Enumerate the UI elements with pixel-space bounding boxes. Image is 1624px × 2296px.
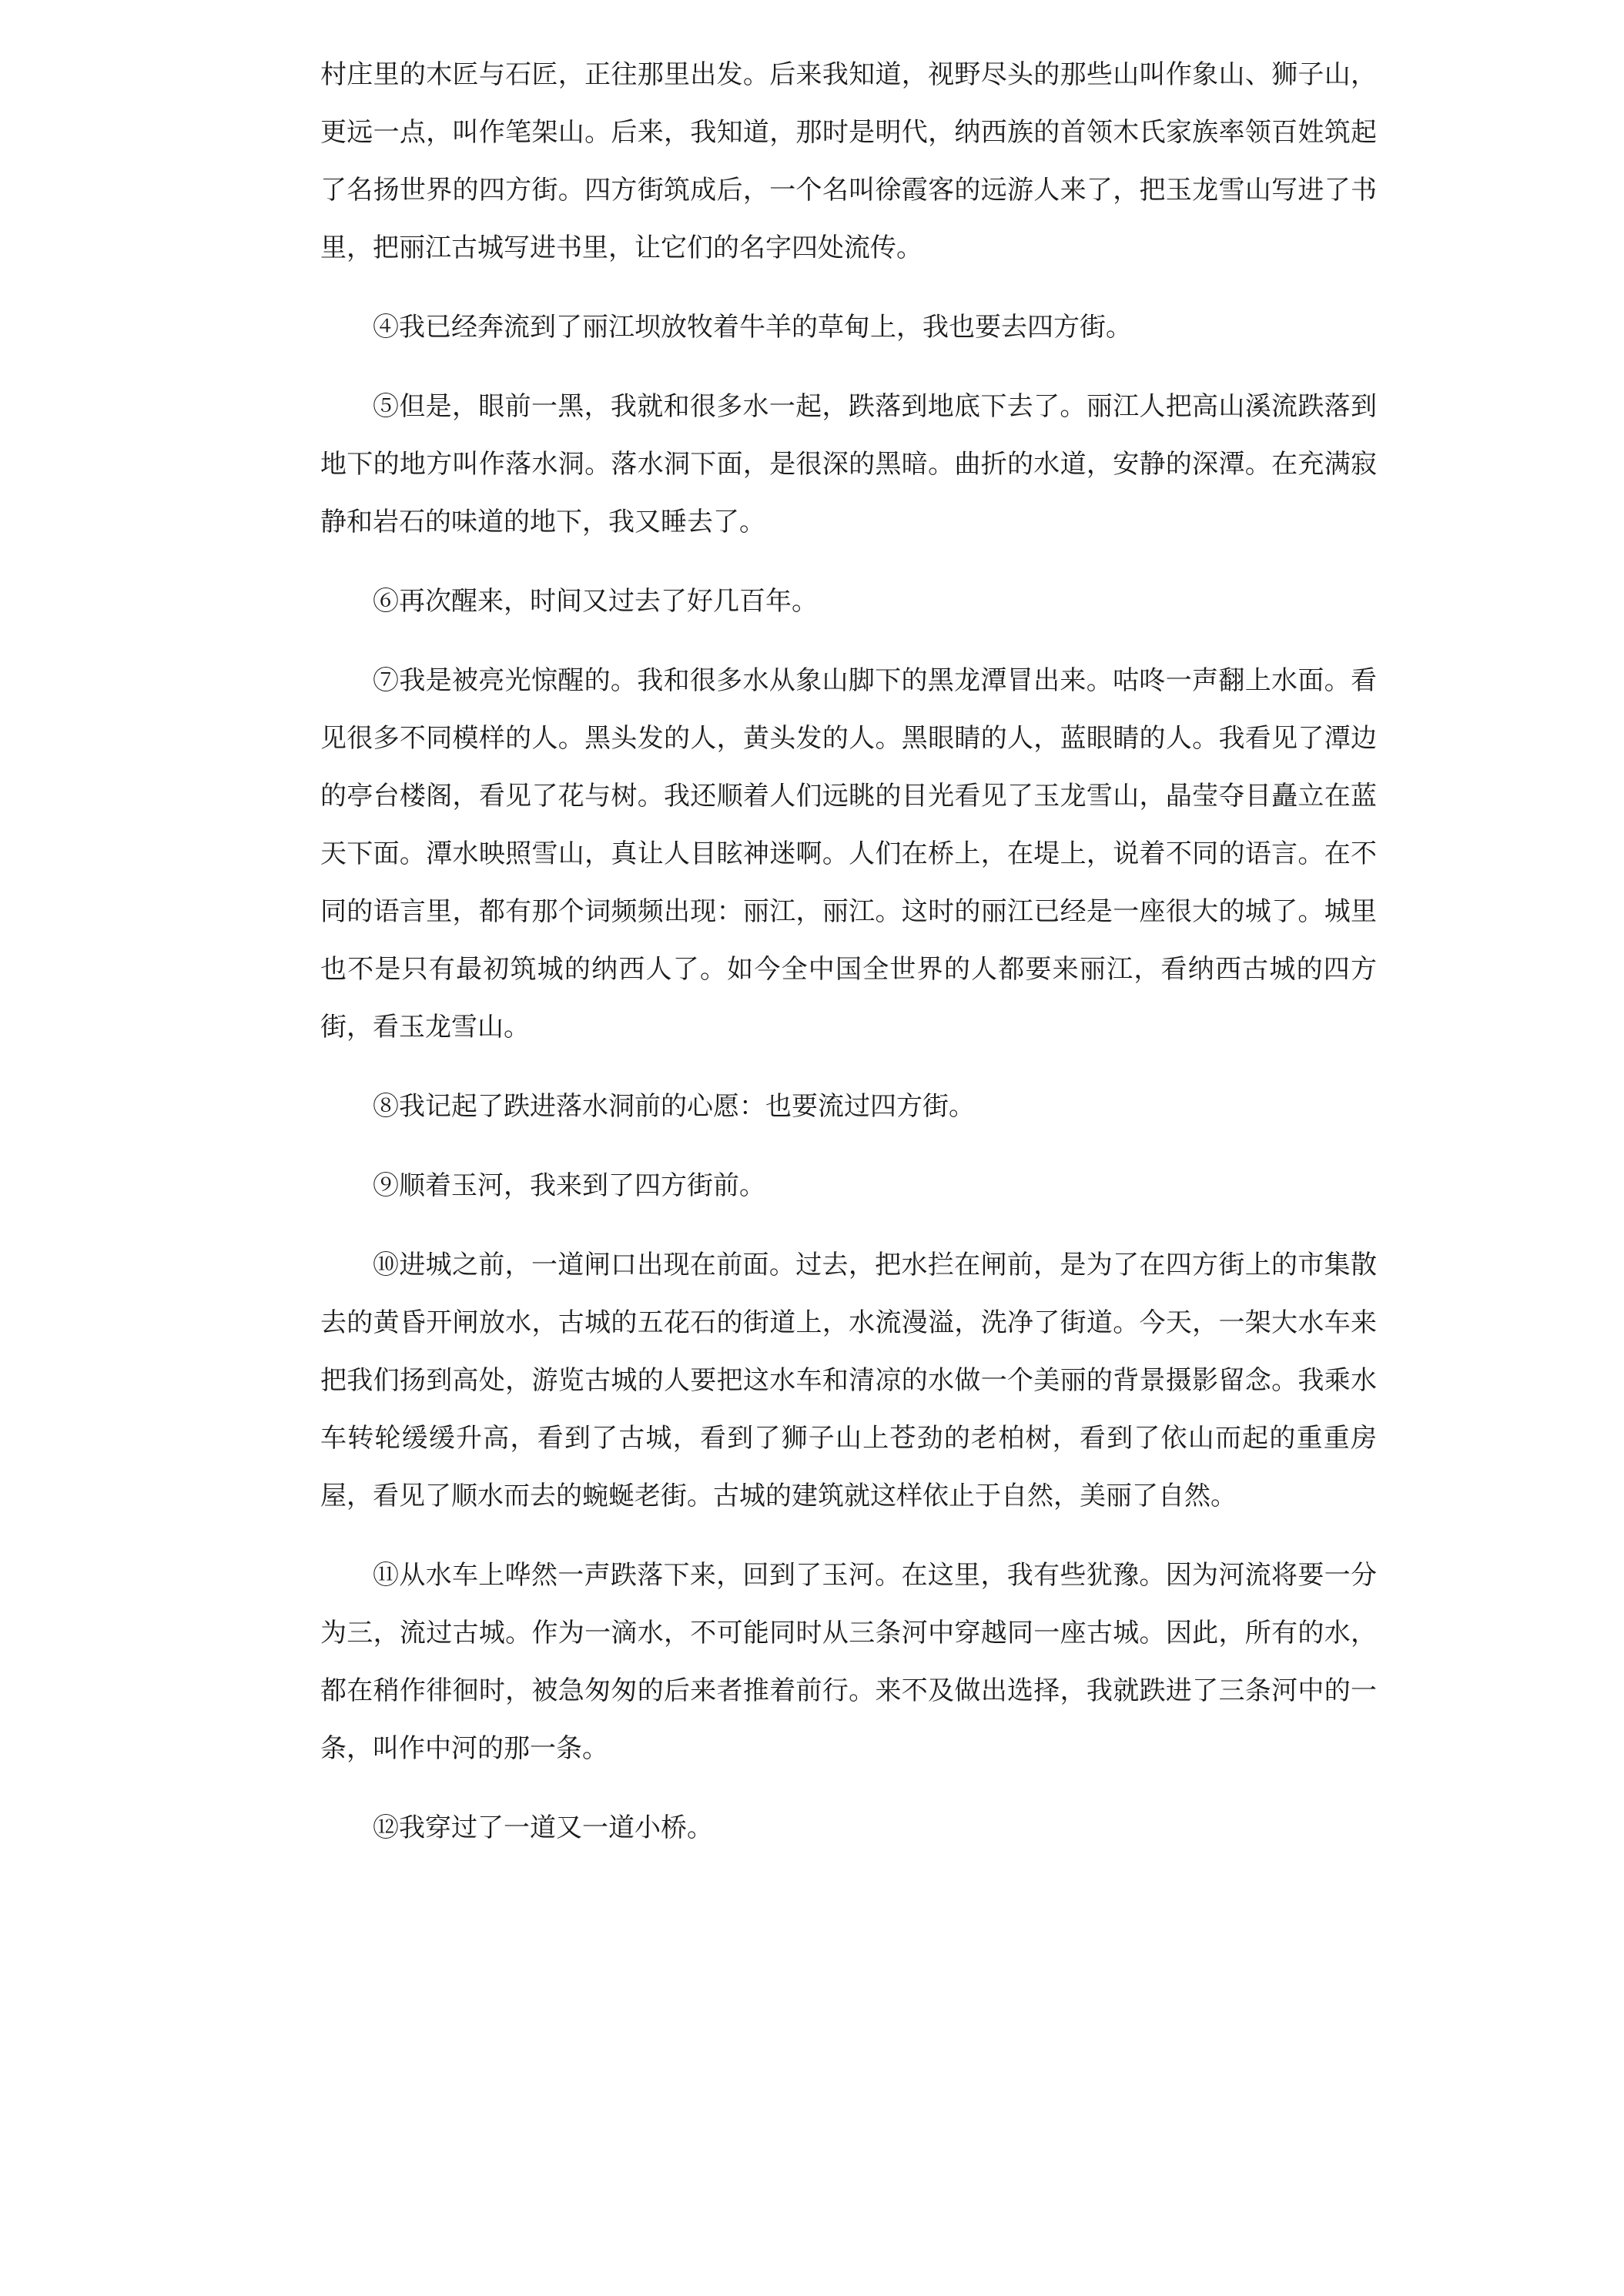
paragraph-6: ⑥再次醒来，时间又过去了好几百年。 xyxy=(373,586,818,617)
paragraph-12: ⑫我穿过了一道又一道小桥。 xyxy=(373,1812,713,1843)
paragraph-11: ⑪从水车上哗然一声跌落下来，回到了玉河。在这里，我有些犹豫。因为河流将要一分为三，流过古城。作为一滴水，不可能同时从三条河中穿越同一座古城。因此，所有的水，都在稍作徘徊时，被急匆匆的后来者推着前行。来不及做出选择，我就跌进了三条河中的一条，叫作中河的那一条。 xyxy=(320,1560,1377,1764)
paragraph-9: ⑨顺着玉河，我来到了四方街前。 xyxy=(373,1170,765,1201)
paragraph-5: ⑤但是，眼前一黑，我就和很多水一起，跌落到地底下去了。丽江人把高山溪流跌落到地下的地方叫作落水洞。落水洞下面，是很深的黑暗。曲折的水道，安静的深潭。在充满寂静和岩石的味道的地下，我又睡去了。 xyxy=(320,391,1377,537)
paragraph-7: ⑦我是被亮光惊醒的。我和很多水从象山脚下的黑龙潭冒出来。咕咚一声翻上水面。看见很多不同模样的人。黑头发的人，黄头发的人。黑眼睛的人，蓝眼睛的人。我看见了潭边的亭台楼阁，看见了花与树。我还顺着人们远眺的目光看见了玉龙雪山，晶莹夺目矗立在蓝天下面。潭水映照雪山，真让人目眩神迷啊。人们在桥上，在堤上，说着不同的语言。在不同的语言里，都有那个词频频出现：丽江，丽江。这时的丽江已经是一座很大的城了。城里也不是只有最初筑城的纳西人了。如今全中国全世界的人都要来丽江，看纳西古城的四方街，看玉龙雪山。 xyxy=(320,665,1377,1043)
article-body xyxy=(320,46,1377,1879)
paragraph-8: ⑧我记起了跌进落水洞前的心愿：也要流过四方街。 xyxy=(373,1091,975,1122)
paragraph-4: ④我已经奔流到了丽江坝放牧着牛羊的草甸上，我也要去四方街。 xyxy=(373,312,1132,343)
paragraph-3-continued: 村庄里的木匠与石匠，正往那里出发。后来我知道，视野尽头的那些山叫作象山、狮子山，更远一点，叫作笔架山。后来，我知道，那时是明代，纳西族的首领木氏家族率领百姓筑起了名扬世界的四方街。四方街筑成后，一个名叫徐霞客的远游人来了，把玉龙雪山写进了书里，把丽江古城写进书里，让它们的名字四处流传。 xyxy=(320,59,1377,263)
paragraph-10: ⑩进城之前，一道闸口出现在前面。过去，把水拦在闸前，是为了在四方街上的市集散去的黄昏开闸放水，古城的五花石的街道上，水流漫溢，洗净了街道。今天，一架大水车来把我们扬到高处，游览古城的人要把这水车和清凉的水做一个美丽的背景摄影留念。我乘水车转轮缓缓升高，看到了古城，看到了狮子山上苍劲的老柏树，看到了依山而起的重重房屋，看见了顺水而去的蜿蜒老街。古城的建筑就这样依止于自然，美丽了自然。 xyxy=(320,1250,1377,1511)
